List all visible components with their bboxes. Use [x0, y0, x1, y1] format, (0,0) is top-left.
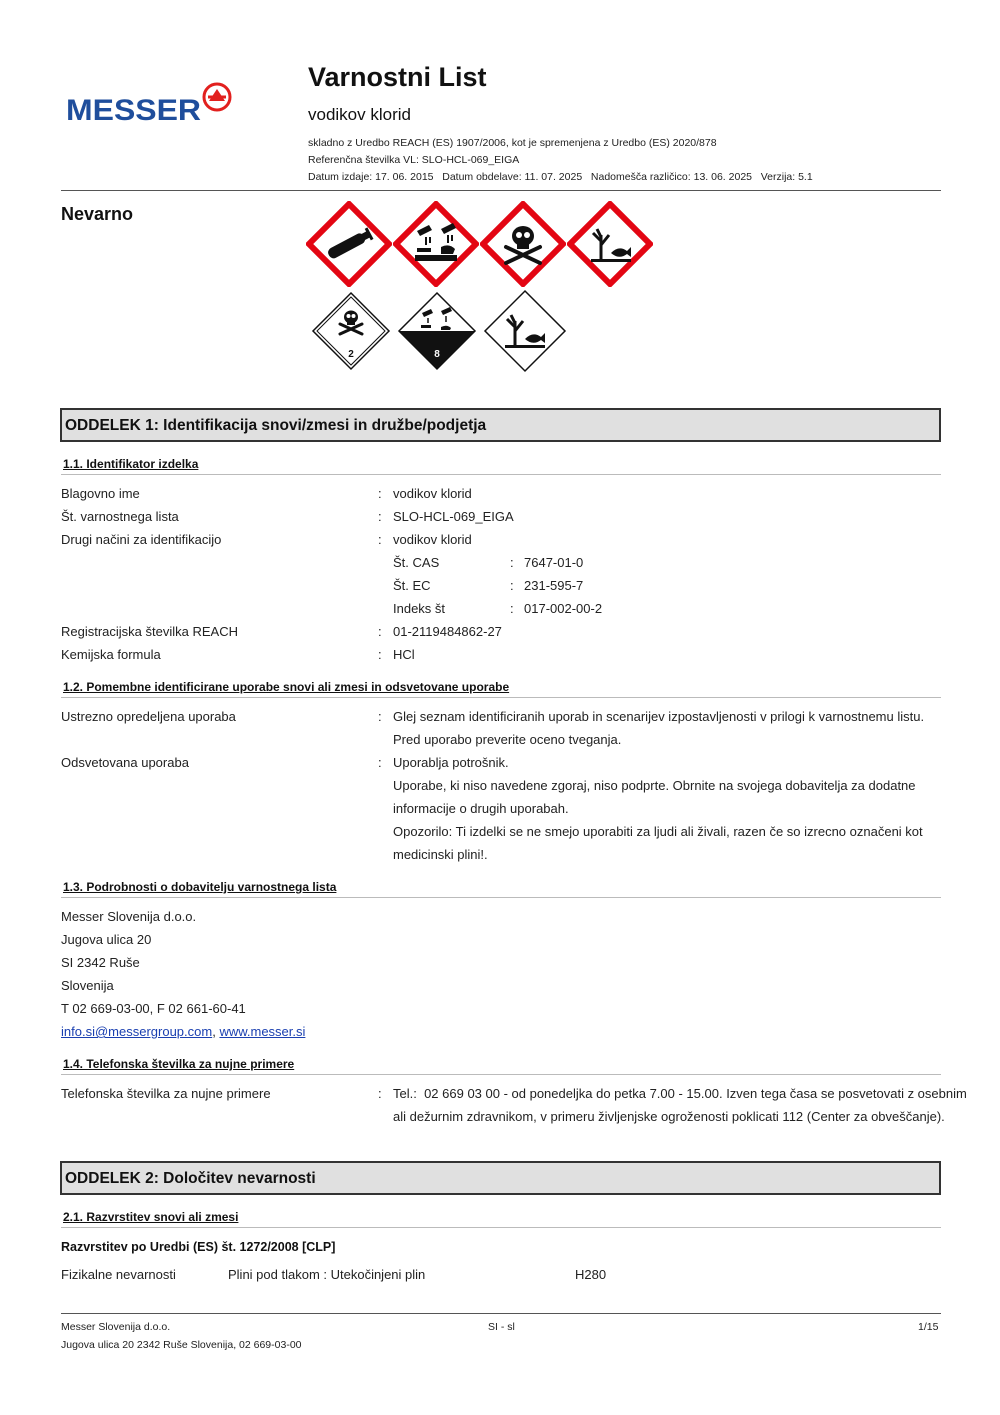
advised-against-line: medicinski plini!. [393, 847, 488, 862]
environment-icon [567, 201, 653, 287]
hazard-class: Plini pod tlakom : Utekočinjeni plin [228, 1267, 426, 1282]
reference-number: Referenčna številka VL: SLO-HCL-069_EIGA [308, 154, 520, 166]
reach-label: Registracijska številka REACH [61, 624, 238, 639]
identified-use-label: Ustrezno opredeljena uporaba [61, 709, 236, 724]
subsection-1-2-title: 1.2. Pomembne identificirane uporabe snovi ali zmesi in odsvetovane uporabe [63, 680, 510, 694]
supplier-name: Messer Slovenija d.o.o. [61, 909, 197, 924]
gas-cylinder-icon [306, 201, 392, 287]
subsection-divider [61, 474, 941, 475]
signal-word: Nevarno [61, 204, 134, 224]
cas-value: 7647-01-0 [524, 555, 584, 570]
trade-name-label: Blagovno ime [61, 486, 140, 501]
messer-emblem-icon [204, 84, 230, 110]
advised-against-label: Odsvetovana uporaba [61, 755, 189, 770]
section-1-heading: ODDELEK 1: Identifikacija snovi/zmesi in družbe/podjetja [60, 408, 941, 442]
supplier-contact-links: info.si@messergroup.com, www.messer.si [61, 1024, 306, 1039]
advised-against-line: informacije o drugih uporabah. [393, 801, 569, 816]
advised-against-line: Opozorilo: Ti izdelki se ne smejo uporabiti za ljudi ali živali, razen če so izrecno označeni kot [393, 824, 923, 839]
dates-version: Datum izdaje: 17. 06. 2015 Datum obdelave: 11. 07. 2025 Nadomešča različico: 13. 06. 2025 Verzija: 5.1 [308, 171, 813, 183]
subsection-1-3-title: 1.3. Podrobnosti o dobavitelju varnostnega lista [63, 880, 337, 894]
document-title: Varnostni List [308, 62, 487, 92]
adr-environment-label-icon [483, 289, 567, 373]
ec-value: 231-595-7 [524, 578, 584, 593]
email-link[interactable]: info.si@messergroup.com [61, 1024, 213, 1039]
emergency-phone-line: Tel.: 02 669 03 00 - od ponedeljka do petka 7.00 - 15.00. Izven tega časa se posvetovati z osebnim [393, 1086, 967, 1101]
index-value: 017-002-00-2 [524, 601, 603, 616]
subsection-divider [61, 1227, 941, 1228]
adr-toxic-label-icon [311, 291, 391, 371]
footer-address: Jugova ulica 20 2342 Ruše Slovenija, 02 669-03-00 [61, 1339, 302, 1351]
supplier-street: Jugova ulica 20 [61, 932, 152, 947]
subsection-divider [61, 697, 941, 698]
reach-value: 01-2119484862-27 [393, 624, 502, 639]
formula-label: Kemijska formula [61, 647, 161, 662]
footer-company: Messer Slovenija d.o.o. [61, 1321, 171, 1333]
corrosion-icon [393, 201, 479, 287]
index-label: Indeks št [393, 601, 446, 616]
brand-text: MESSER [66, 94, 202, 124]
identified-use-line: Pred uporabo preverite oceno tveganja. [393, 732, 622, 747]
clp-classification-title: Razvrstitev po Uredbi (ES) št. 1272/2008 [CLP] [61, 1240, 336, 1254]
footer-divider [61, 1313, 941, 1314]
subsection-1-4-title: 1.4. Telefonska številka za nujne primere [63, 1057, 295, 1071]
advised-against-line: Uporablja potrošnik. [393, 755, 509, 770]
subsection-divider [61, 1074, 941, 1075]
sds-number-value: SLO-HCL-069_EIGA [393, 509, 514, 524]
ec-label: Št. EC [393, 578, 431, 593]
adr-class-8: 8 [434, 349, 440, 360]
website-link[interactable]: www.messer.si [219, 1024, 306, 1039]
subsection-1-1-title: 1.1. Identifikator izdelka [63, 457, 199, 471]
advised-against-line: Uporabe, ki niso navedene zgoraj, niso podprte. Obrnite na svojega dobavitelja za dodatne [393, 778, 916, 793]
emergency-phone-label: Telefonska številka za nujne primere [61, 1086, 271, 1101]
sds-number-label: Št. varnostnega lista [61, 509, 179, 524]
page-number: 1/15 [918, 1321, 939, 1333]
adr-class-2: 2 [348, 349, 354, 360]
supplier-country: Slovenija [61, 978, 114, 993]
section-2-heading: ODDELEK 2: Določitev nevarnosti [60, 1161, 941, 1195]
regulation-note: skladno z Uredbo REACH (ES) 1907/2006, kot je spremenjena z Uredbo (ES) 2020/878 [308, 137, 717, 149]
hazard-code: H280 [575, 1267, 607, 1282]
subsection-2-1-title: 2.1. Razvrstitev snovi ali zmesi [63, 1210, 239, 1224]
formula-value: HCl [393, 647, 415, 662]
header-divider [61, 190, 941, 191]
skull-crossbones-icon [480, 201, 566, 287]
other-id-label: Drugi načini za identifikacijo [61, 532, 222, 547]
footer-language: SI - sl [488, 1321, 515, 1333]
emergency-phone-line: ali dežurnim zdravnikom, v primeru življenjske ogroženosti poklicati 112 (Center za obveščanje). [393, 1109, 945, 1124]
supplier-city: SI 2342 Ruše [61, 955, 140, 970]
cas-label: Št. CAS [393, 555, 440, 570]
messer-logo [66, 82, 236, 129]
subsection-divider [61, 897, 941, 898]
trade-name-value: vodikov klorid [393, 486, 472, 501]
other-id-value: vodikov klorid [393, 532, 472, 547]
identified-use-line: Glej seznam identificiranih uporab in scenarijev izpostavljenosti v prilogi k varnostnemu listu. [393, 709, 925, 724]
adr-corrosive-label-icon [397, 291, 477, 371]
hazard-category: Fizikalne nevarnosti [61, 1267, 176, 1282]
supplier-phone-fax: T 02 669-03-00, F 02 661-60-41 [61, 1001, 246, 1016]
product-name: vodikov klorid [308, 105, 411, 124]
